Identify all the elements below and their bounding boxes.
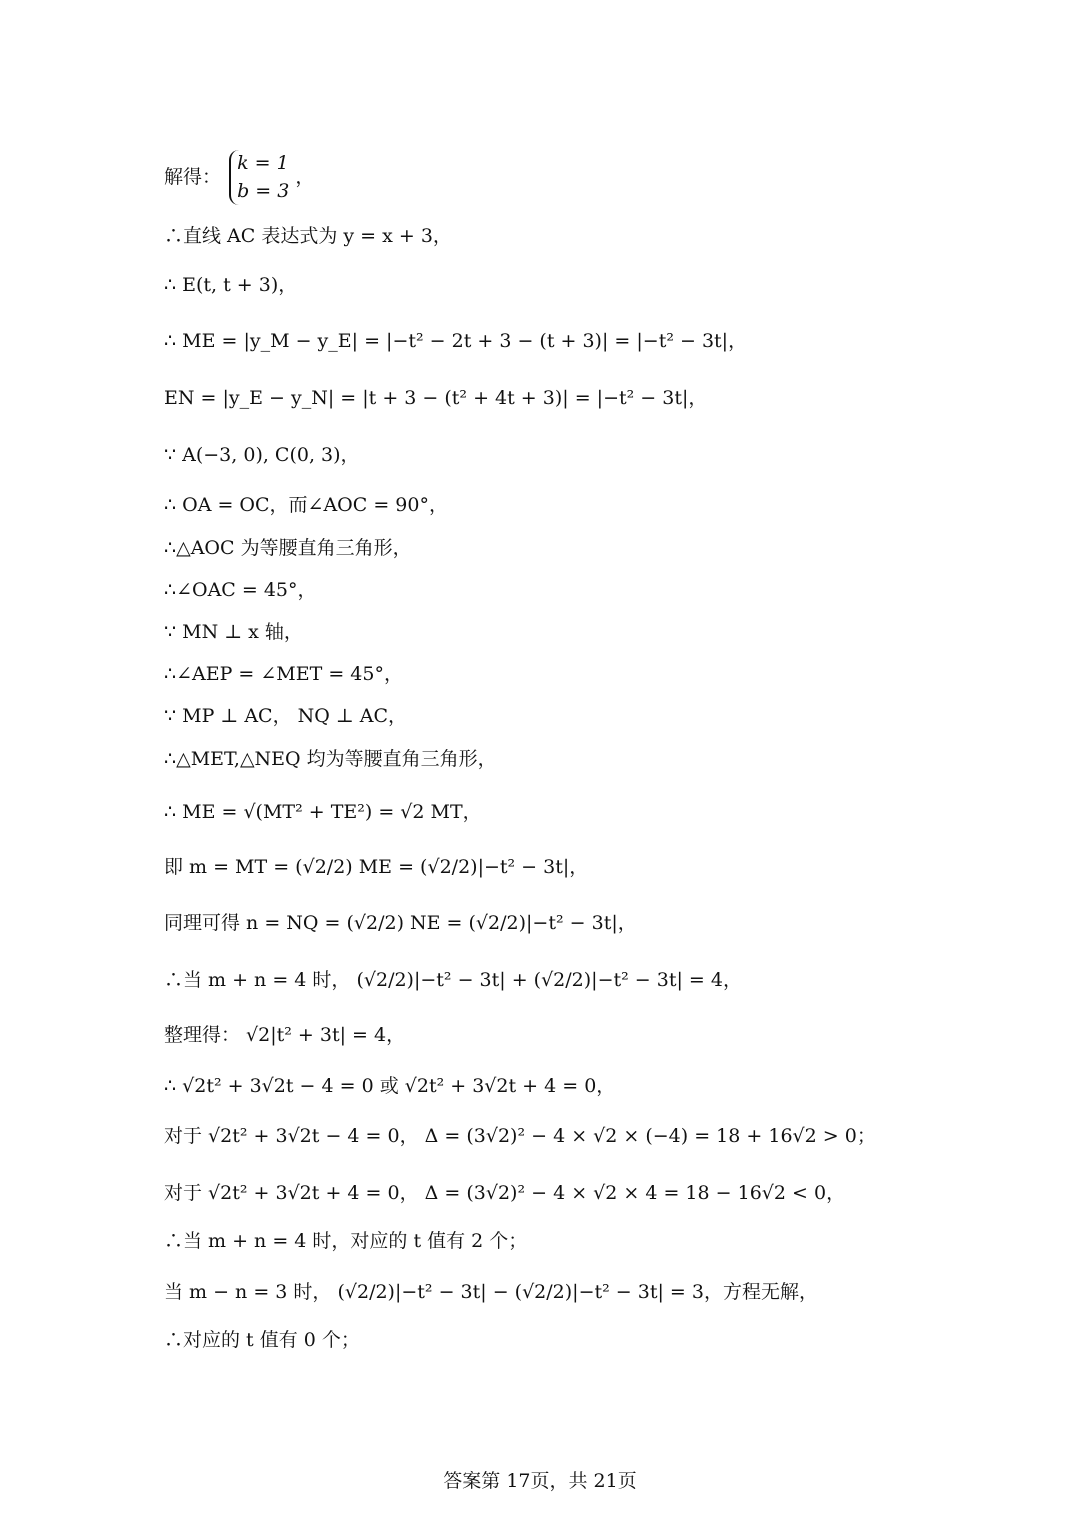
solution-line: EN = |y_E − y_N| = |t + 3 − (t² + 4t + 3)| = |−t² − 3t|， [164,387,708,409]
solution-line: 同理可得 n = NQ = (√2/2) NE = (√2/2)|−t² − 3t|， [164,912,637,934]
equation-row: k = 1 [237,152,289,174]
solution-line: ∵ A(−3, 0), C(0, 3)， [164,444,360,466]
solution-line: ∴△AOC 为等腰直角三角形， [164,537,412,559]
solution-line: ∴∠AEP = ∠MET = 45°， [164,663,403,685]
solution-line: 对于 √2t² + 3√2t + 4 = 0， Δ = (3√2)² − 4 × √2 × 4 = 18 − 16√2 < 0， [164,1182,846,1204]
solution-line: ∴ ME = √(MT² + TE²) = √2 MT， [164,801,482,823]
solution-line: 即 m = MT = (√2/2) ME = (√2/2)|−t² − 3t|， [164,856,589,878]
solution-line: ∴∠OAC = 45°， [164,579,317,601]
page-footer: 答案第 17页，共 21页 [443,1470,637,1492]
solution-line: ∵ MN ⊥ x 轴， [164,621,303,643]
solution-line: ∴ OA = OC，而∠AOC = 90°， [164,494,448,516]
solution-line: 整理得： √2|t² + 3t| = 4， [164,1024,406,1046]
solution-line: ∴ ME = |y_M − y_E| = |−t² − 2t + 3 − (t + 3)| = |−t² − 3t|， [164,330,748,352]
solution-line: ∴ E(t, t + 3)， [164,274,298,296]
equation-row: b = 3 [237,179,290,202]
solution-line: ∴直线 AC 表达式为 y = x + 3， [164,225,452,247]
solution-line: ∴△MET,△NEQ 均为等腰直角三角形， [164,748,497,770]
solution-line: 当 m − n = 3 时， (√2/2)|−t² − 3t| − (√2/2)|−t² − 3t| = 3，方程无解， [164,1281,818,1303]
solution-line: ∴当 m + n = 4 时，对应的 t 值有 2 个； [164,1230,528,1252]
solution-line: 对于 √2t² + 3√2t − 4 = 0， Δ = (3√2)² − 4 × √2 × (−4) = 18 + 16√2 > 0； [164,1125,876,1147]
line-tail-text: ， [295,166,315,189]
solution-line: ∴对应的 t 值有 0 个； [164,1329,360,1351]
solution-line-1 [164,150,314,205]
line-lead-text: 解得： [164,166,222,189]
solution-line: ∵ MP ⊥ AC， NQ ⊥ AC， [164,705,408,727]
equation-system [229,150,289,205]
solution-line: ∴当 m + n = 4 时， (√2/2)|−t² − 3t| + (√2/2)|−t² − 3t| = 4， [164,969,742,991]
solution-line: ∴ √2t² + 3√2t − 4 = 0 或 √2t² + 3√2t + 4 = 0， [164,1075,616,1097]
